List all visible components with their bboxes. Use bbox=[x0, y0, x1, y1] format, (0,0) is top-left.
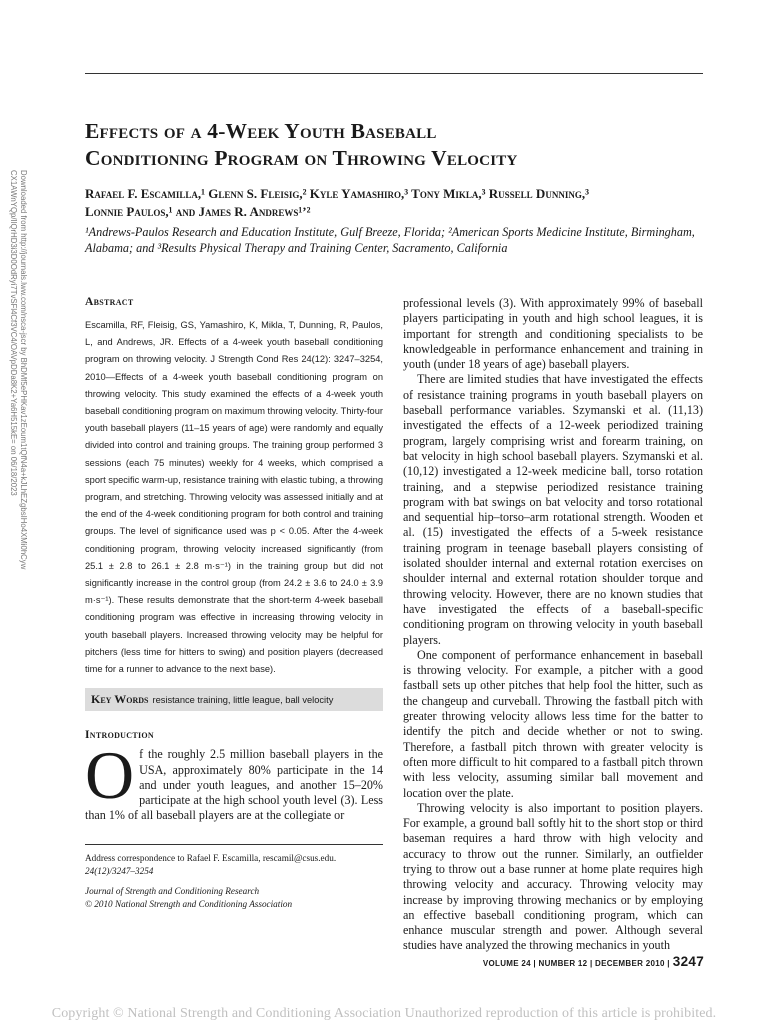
journal-copyright: © 2010 National Strength and Conditioning Association bbox=[85, 898, 293, 909]
introduction-text: f the roughly 2.5 million baseball players in the USA, approximately 80% participate in the 14 and under youth leagues, and another 15–20% participate at the high school youth level (3). Less than 1% of all baseball players are at the collegiate or bbox=[85, 747, 383, 823]
download-side-note bbox=[2, 170, 32, 640]
introduction-text-block bbox=[85, 737, 383, 823]
article-title bbox=[85, 118, 725, 172]
page-number: 3247 bbox=[672, 954, 704, 969]
copyright-banner: Copyright © National Strength and Conditioning Association Unauthorized reproduction of this article is prohibited. bbox=[51, 1006, 717, 1021]
body-paragraph: There are limited studies that have investigated the effects of resistance training programs in youth baseball players on baseball performance variables. Szymanski et al. (11,13) investigated the effects of a 12-week periodized training program, largely comprising wrist and forearm training, on bat velocity in high school baseball players. Szymanski et al. (10,12) investigated a 12-week medicine ball, torso rotation training, and a stepwise periodized resistance training program with bat swings on bat velocity and torso rotational and sequential hip–torso–arm rotational strength. Wooden et al. (15) investigated the effects of a 5-week resistance training program in teenage baseball players consisting of isolated shoulder internal and external rotation exercises on shoulder internal and external rotation shoulder torque and throwing velocity. However, there are no known studies that have investigated the effects of a baseball-specific conditioning program on throwing velocity in youth baseball players. bbox=[403, 372, 703, 647]
abstract-text: Escamilla, RF, Fleisig, GS, Yamashiro, K, Mikla, T, Dunning, R, Paulos, L, and Andrews, JR. Effects of a 4-week youth baseball conditioning program on throwing velocity. J Strength Cond Res 24(12): 3247–3254, 2010—Effects of a 4-week youth baseball conditioning program on throwing velocity. This study examined the effects of a 4-week youth baseball conditioning program on maximum throwing velocity. Thirty-four youth baseball players (11–15 years of age) were randomly and equally divided into control and training groups. The training group performed 3 sessions (each 75 minutes) weekly for 4 weeks, which comprised a sport specific warm-up, resistance training with elastic tubing, a throwing program, and stretching. Throwing velocity was assessed initially and at the end of the 4-week conditioning program for both control and training groups. The level of significance used was p < 0.05. After the 4-week conditioning program, throwing velocity increased significantly (from 25.1 ± 2.8 to 26.1 ± 2.8 m·s⁻¹) in the training group but did not significantly increase in the control group (from 24.2 ± 3.6 to 24.0 ± 3.9 m·s⁻¹). These results demonstrate that the short-term 4-week baseball conditioning program was effective in increasing throwing velocity in youth baseball players. Increased throwing velocity may be helpful for pitchers (less time for hitters to swing) and position players (decreased time for a runner to advance to the next base). bbox=[85, 320, 383, 675]
page-folio bbox=[483, 954, 704, 969]
side-note-line: CX1AWnYQp/IlQrHD3i3D0OdRyi7TvSFl4Cf3VC4/OAVpDDa8K2+Ya6H515kE= on 06/18/2023 bbox=[9, 170, 18, 496]
authors-line: Lonnie Paulos,¹ and James R. Andrews¹ʼ² bbox=[85, 204, 311, 219]
left-column bbox=[85, 296, 383, 911]
key-words-label: Key Words bbox=[91, 692, 149, 707]
journal-name: Journal of Strength and Conditioning Research bbox=[85, 885, 260, 896]
body-paragraph: Throwing velocity is also important to position players. For example, a ground ball softly hit to the short stop or third baseman requires a hard throw with high velocity and accuracy to throw out the runner. Similarly, an outfielder trying to throw out a base runner at home plate requires high throwing velocity and accuracy. Throwing velocity may increase by improving throwing mechanics or by employing an effective baseball conditioning program, which can enhance muscular strength and power. Although several studies have analyzed the throwing mechanics in youth bbox=[403, 800, 703, 953]
footnote-rule bbox=[85, 844, 383, 845]
side-note-line: Downloaded from http://journals.lww.com/nsca-jscr by BhDMf5ePHKav1zEoum1tQfN4a+kJLhEZgbsIHo4XMi0hCyw bbox=[19, 170, 28, 570]
drop-cap: O bbox=[85, 737, 135, 814]
title-line: Effects of a 4-Week Youth Baseball bbox=[85, 119, 437, 143]
body-paragraph: One component of performance enhancement in baseball is throwing velocity. For example, a pitcher with a good fastball sets up other pitches that help fool the hitter, such as the changeup and curveball. Throwing the fastball pitch with greater throwing velocity allows less time for the batter to identify the pitch and decide whether or not to swing. Therefore, a fastball pitch thrown with greater velocity is often more difficult to hit compared to a fastball pitch thrown with less velocity, assuming similar ball movement and location over the plate. bbox=[403, 647, 703, 800]
key-words-box bbox=[85, 688, 383, 711]
author-list bbox=[85, 185, 715, 221]
abstract-heading: Abstract bbox=[85, 296, 134, 308]
body-paragraph: professional levels (3). With approximately 99% of baseball players participating in youth and high school leagues, it is important for strength and conditioning specialists to be knowledgeable in performance enhancement and training in youth (under 18 years of age) baseball players. bbox=[403, 296, 703, 372]
correspondence-note: Address correspondence to Rafael F. Escamilla, rescamil@csus.edu. bbox=[85, 852, 337, 863]
issue-info: VOLUME 24 | NUMBER 12 | DECEMBER 2010 | bbox=[482, 959, 670, 968]
authors-line: Rafael F. Escamilla,¹ Glenn S. Fleisig,² Kyle Yamashiro,³ Tony Mikla,³ Russell Dunning,³ bbox=[85, 186, 589, 201]
key-words-text: resistance training, little league, ball velocity bbox=[152, 695, 334, 706]
right-column bbox=[403, 296, 703, 954]
title-line: Conditioning Program on Throwing Velocity bbox=[85, 146, 518, 170]
affiliations: ¹Andrews-Paulos Research and Education Institute, Gulf Breeze, Florida; ²American Sports Medicine Institute, Birmingham, Alabama; and ³Results Physical Therapy and Training Center, Sacramento, California bbox=[85, 225, 695, 255]
issue-pages: 24(12)/3247–3254 bbox=[85, 865, 154, 876]
footnote bbox=[85, 852, 383, 911]
introduction-heading: Introduction bbox=[85, 729, 154, 742]
top-rule bbox=[85, 73, 703, 74]
